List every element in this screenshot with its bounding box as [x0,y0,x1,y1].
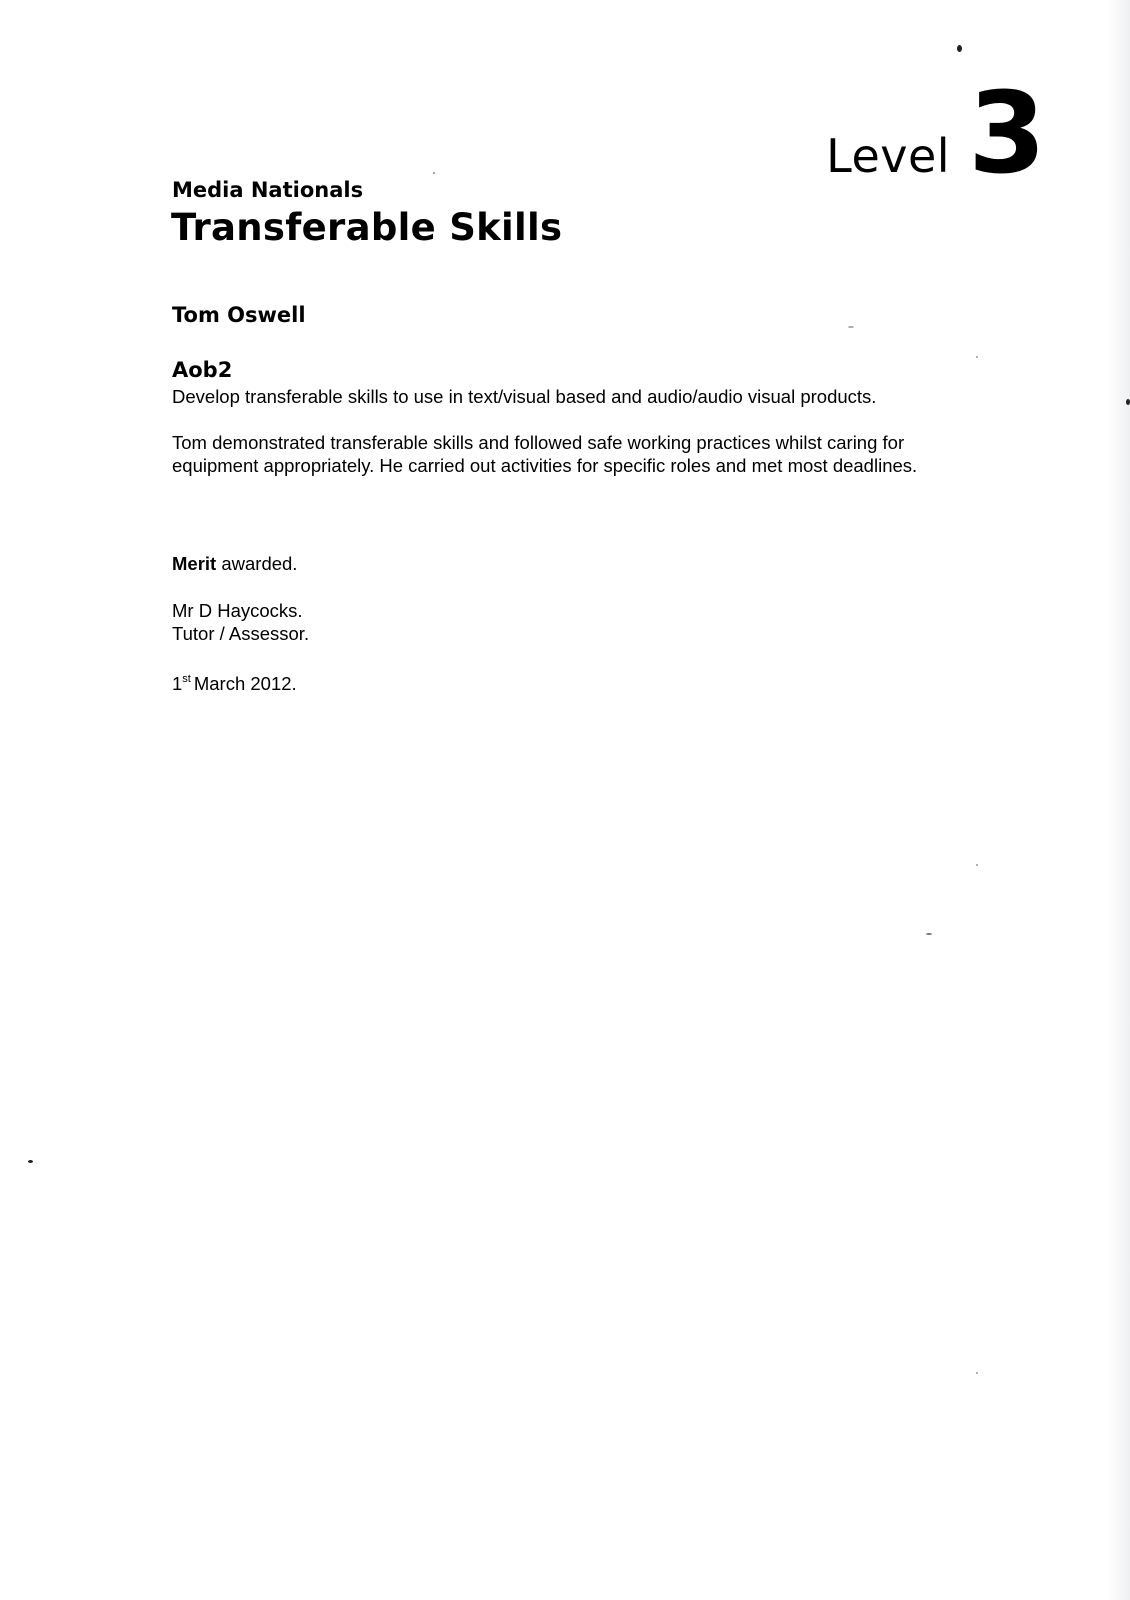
scan-speck [957,45,962,52]
scan-speck [848,326,854,328]
scan-speck [433,172,435,174]
assessor-role: Tutor / Assessor. [172,623,310,644]
assessment-comment: Tom demonstrated transferable skills and followed safe working practices whilst caring for equipment appropriately. He carried out activities for specific roles and met most deadlines. [172,432,918,476]
level-number: 3 [968,69,1046,199]
date-ordinal: st [182,673,191,685]
award-grade: Merit [172,553,217,574]
scan-speck [1126,399,1130,405]
level-indicator [826,69,1046,199]
objective-description: Develop transferable skills to use in text/visual based and audio/audio visual products. [172,386,877,407]
date-rest: March 2012. [193,673,297,694]
scan-speck [28,1160,33,1163]
scan-speck [976,1372,978,1374]
course-subtitle: Media Nationals [172,178,364,202]
level-label: Level [826,129,951,183]
scan-edge-shadow [1108,0,1130,1600]
scan-speck [976,356,978,358]
date-day: 1 [172,673,183,694]
objective-code: Aob2 [172,358,233,382]
document-title: Transferable Skills [171,206,563,249]
scan-speck [926,933,932,935]
student-name: Tom Oswell [172,303,306,327]
assessor-name: Mr D Haycocks. [172,600,303,621]
award-suffix: awarded. [216,553,298,574]
award-line [172,552,952,575]
assessment-date [172,668,952,695]
scan-speck [976,864,978,866]
